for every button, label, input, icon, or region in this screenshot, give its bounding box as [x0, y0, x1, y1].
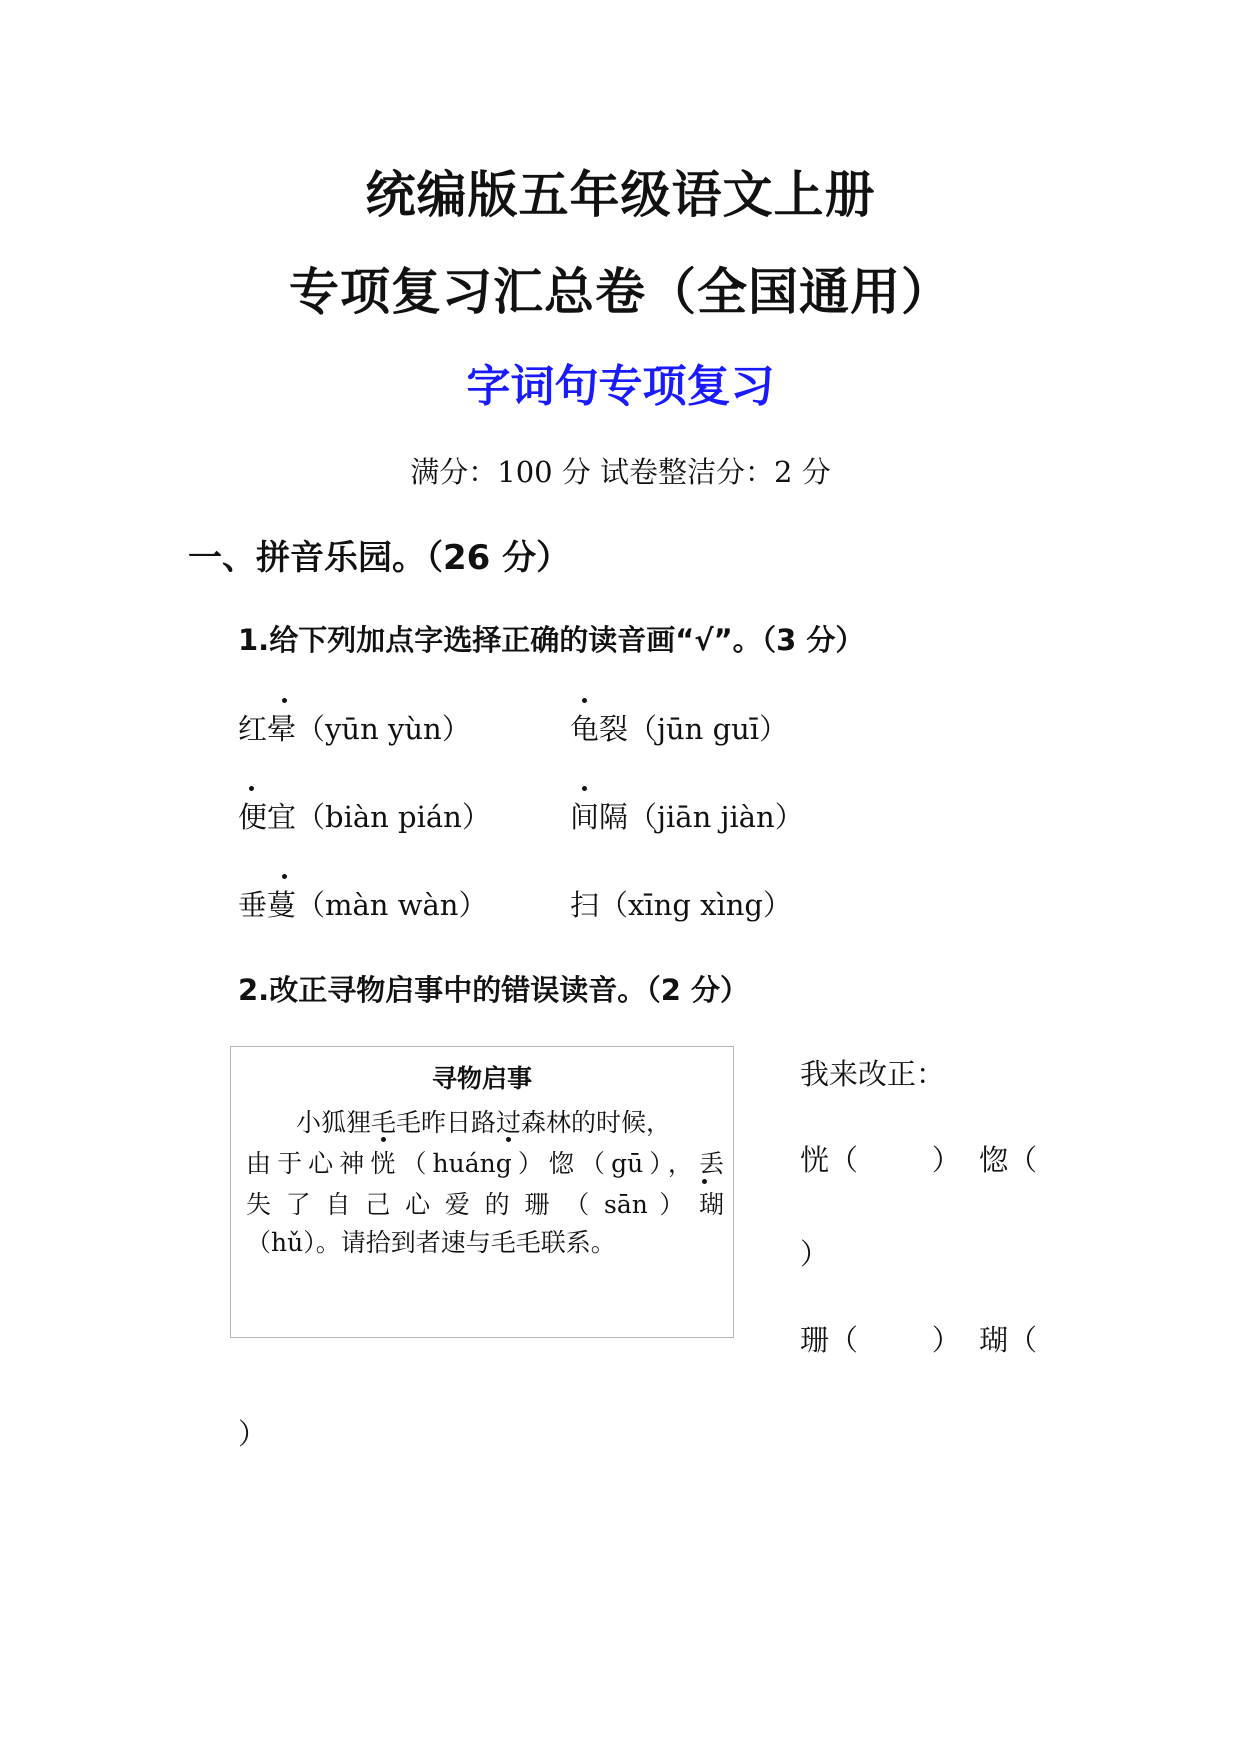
notice-title: 寻物启事	[431, 1064, 532, 1093]
emphasis-dot	[582, 786, 587, 791]
pinyin-item	[570, 707, 788, 748]
pinyin-item	[238, 707, 471, 748]
notice-line: 小狐狸毛毛昨日路过森林的时候，	[296, 1108, 672, 1137]
correction-row: 恍（ ） 惚（	[800, 1143, 1038, 1177]
pinyin-options: （yūn yùn）	[296, 712, 471, 746]
notice-line: 失 了 自 己 心 爱 的 珊 （ sān ） 瑚	[246, 1190, 724, 1219]
page-title: 统编版五年级语文上册	[365, 166, 876, 224]
pinyin-word: 垂蔓	[238, 888, 297, 922]
pinyin-word: 龟裂	[570, 712, 629, 746]
pinyin-options: （biàn pián）	[296, 800, 491, 834]
pinyin-options: （màn wàn）	[296, 888, 488, 922]
pinyin-word: 间隔	[570, 800, 629, 834]
pinyin-item	[238, 883, 488, 924]
lost-notice-box	[230, 1046, 734, 1338]
pinyin-word: 红晕	[238, 712, 297, 746]
emphasis-dot	[702, 1179, 707, 1184]
pinyin-item	[570, 883, 792, 924]
emphasis-dot	[506, 1137, 511, 1142]
question-2-prompt: 2.改正寻物启事中的错误读音。（2 分）	[238, 973, 749, 1007]
emphasis-dot	[249, 786, 254, 791]
notice-line: 由于心神恍（huáng）惚（gū），丢	[246, 1149, 724, 1178]
emphasis-dot	[282, 698, 287, 703]
notice-line: （hǔ）。请拾到者速与毛毛联系。	[246, 1228, 616, 1257]
page-title-line2: 专项复习汇总卷（全国通用）	[289, 263, 952, 321]
correction-row: 珊（ ） 瑚（	[800, 1323, 1038, 1357]
score-info: 满分：100 分 试卷整洁分：2 分	[410, 455, 831, 489]
correction-close-paren: ）	[800, 1237, 830, 1271]
pinyin-word: 扫	[570, 888, 600, 922]
correction-label: 我来改正：	[800, 1057, 946, 1091]
correction-close-paren: ）	[238, 1417, 268, 1451]
pinyin-options: （jūn guī）	[628, 712, 789, 746]
pinyin-item	[238, 795, 491, 836]
pinyin-options: （xīng xìng）	[599, 888, 792, 922]
emphasis-dot	[282, 874, 287, 879]
section-subtitle: 字词句专项复习	[466, 361, 775, 412]
pinyin-options: （jiān jiàn）	[628, 800, 804, 834]
pinyin-item	[570, 795, 804, 836]
pinyin-word: 便宜	[238, 800, 297, 834]
emphasis-dot	[381, 1137, 386, 1142]
emphasis-dot	[582, 698, 587, 703]
question-1-prompt: 1.给下列加点字选择正确的读音画“√”。（3 分）	[238, 623, 865, 657]
section-heading: 一、拼音乐园。（26 分）	[188, 538, 571, 578]
